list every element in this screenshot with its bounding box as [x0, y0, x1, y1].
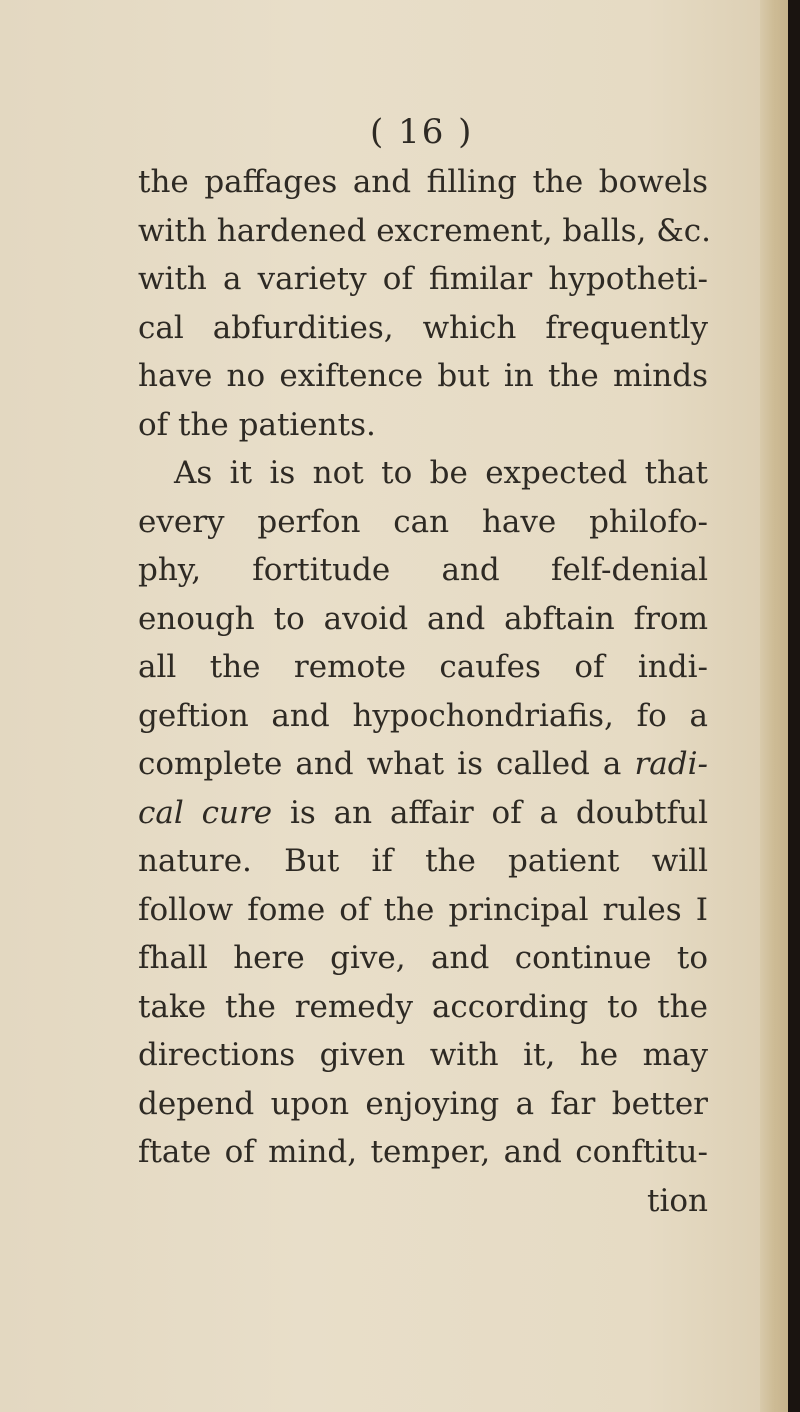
text-line-14 [138, 789, 708, 838]
text-line-1: the paffages and filling the bowels [138, 164, 708, 200]
text-line-20: depend upon enjoying a far better [138, 1085, 708, 1122]
text-line-5: have no exiftence but in the minds [138, 358, 708, 394]
text-line-19: directions given with it, he may [138, 1037, 708, 1073]
text-line-12: geftion and hypochondriafis, fo a [138, 697, 708, 734]
text-line-21: ftate of mind, temper, and conftitu- [138, 1134, 708, 1170]
text-line-8: every perfon can have philofo- [138, 503, 708, 540]
body-text [138, 158, 712, 1225]
text-line-6: of the patients. [138, 406, 376, 443]
text-line-13-roman: complete and what is called a [138, 746, 622, 782]
text-line-11: all the remote caufes of indi- [138, 649, 708, 685]
text-line-3: with a variety of fimilar hypotheti- [138, 261, 708, 297]
text-line-16: follow fome of the principal rules I [138, 891, 708, 928]
catchword: tion [646, 1182, 708, 1219]
text-line-7: As it is not to be expected that [174, 455, 708, 491]
text-line-10: enough to avoid and abftain from [138, 600, 708, 637]
text-line-9: phy, fortitude and felf-denial [138, 552, 708, 588]
book-binding [788, 0, 800, 1412]
text-line-2: with hardened excrement, balls, &c. [138, 212, 712, 249]
text-line-17: fhall here give, and continue to [138, 940, 708, 976]
text-line-18: take the remedy according to the [138, 988, 708, 1025]
text-line-13-italic: radi- [634, 746, 709, 782]
text-line-13 [138, 740, 708, 789]
text-line-15: nature. But if the patient will [138, 843, 708, 879]
page-edge [760, 0, 788, 1412]
text-line-14-roman: is an affair of a doubtful [289, 794, 708, 831]
page-number-header: ( 16 ) [370, 112, 474, 152]
text-line-14-italic: cal cure [138, 794, 273, 831]
text-line-4: cal abfurdities, which frequently [138, 309, 708, 346]
